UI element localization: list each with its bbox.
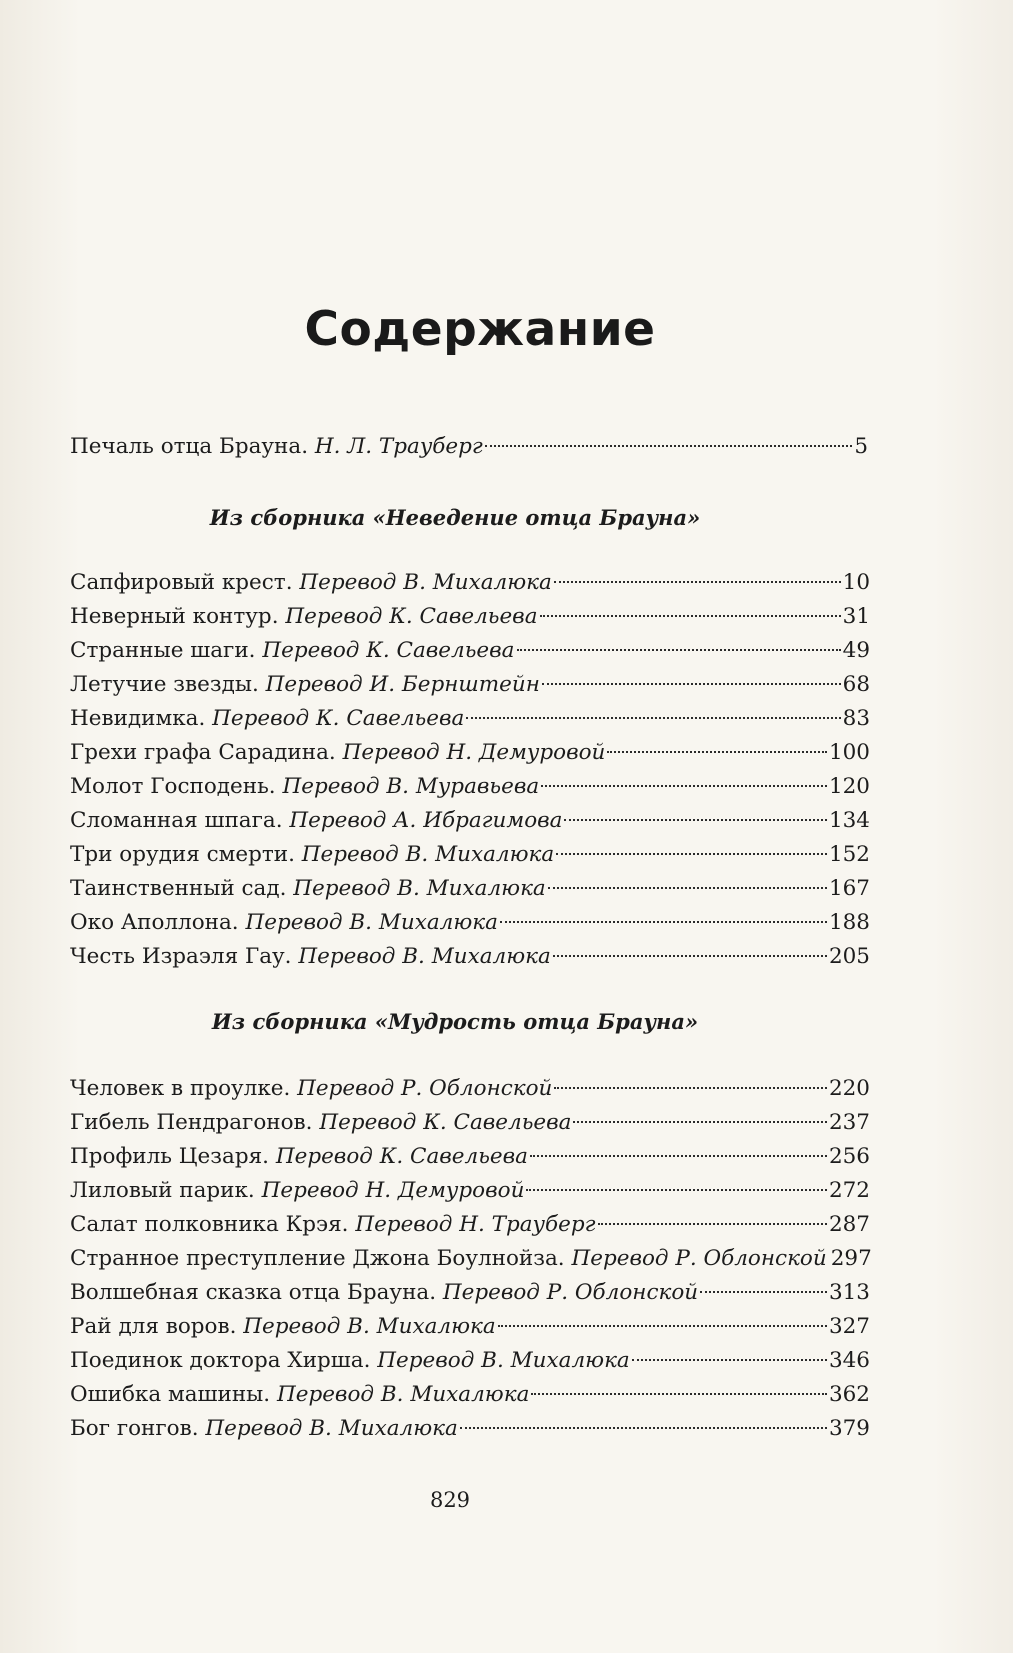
translator: Перевод В. Михалюка [243,1314,496,1339]
page-number: 167 [828,876,870,901]
toc-entry [70,704,870,734]
dot-leader [500,920,827,923]
toc-entry [70,1210,870,1240]
translator: Перевод Р. Облонской [297,1076,553,1101]
page-number: 134 [828,808,870,833]
story-title: Салат полковника Крэя. [70,1212,349,1237]
dot-leader [517,648,841,651]
dot-leader [541,784,827,787]
toc-entry [70,1074,870,1104]
page-number: 120 [828,774,870,799]
page-number: 220 [828,1076,870,1101]
section-heading-ignorance: Из сборника «Неведение отца Брауна» [209,505,701,530]
page-number: 49 [842,638,870,663]
story-title: Бог гонгов. [70,1416,199,1441]
story-title: Ошибка машины. [70,1382,271,1407]
translator: Перевод В. Михалюка [298,944,551,969]
translator: Перевод В. Муравьева [282,774,540,799]
dot-leader [607,750,827,753]
toc-entry-intro [70,432,868,462]
toc-entry [70,942,870,972]
dot-leader [556,852,827,855]
dot-leader [531,1392,827,1395]
page-number: 68 [842,672,870,697]
translator: Перевод Н. Демуровой [342,740,606,765]
toc-entry [70,874,870,904]
translator: Перевод В. Михалюка [301,842,555,867]
page-number: 327 [828,1314,870,1339]
translator: Перевод В. Михалюка [299,570,552,595]
page-number: 313 [828,1280,870,1305]
story-title: Неверный контур. [70,604,279,629]
translator: Перевод Н. Демуровой [261,1178,525,1203]
story-title: Летучие звезды. [70,672,259,697]
page-number: 362 [828,1382,870,1407]
toc-entry [70,568,870,598]
toc-entry [70,738,870,768]
story-title: Человек в проулке. [70,1076,291,1101]
toc-entry [70,1142,870,1172]
page-number: 100 [828,740,870,765]
story-title: Сапфировый крест. [70,570,293,595]
translator: Н. Л. Трауберг [314,434,483,459]
dot-leader [700,1290,827,1293]
translator: Перевод К. Савельева [285,604,538,629]
story-title: Три орудия смерти. [70,842,295,867]
story-title: Гибель Пендрагонов. [70,1110,313,1135]
page-number: 5 [854,434,868,459]
dot-leader [540,614,841,617]
page-number: 297 [830,1246,872,1271]
dot-leader [564,818,826,821]
story-title: Поединок доктора Хирша. [70,1348,371,1373]
dot-leader [530,1154,827,1157]
dot-leader [598,1222,827,1225]
story-title: Волшебная сказка отца Брауна. [70,1280,437,1305]
toc-entry [70,772,870,802]
dot-leader [554,1086,827,1089]
dot-leader [573,1120,826,1123]
translator: Перевод В. Михалюка [205,1416,458,1441]
translator: Перевод А. Ибрагимова [289,808,563,833]
story-title: Таинственный сад. [70,876,287,901]
dot-leader [542,682,841,685]
page-number: 237 [828,1110,870,1135]
translator: Перевод Р. Облонской [571,1246,827,1271]
dot-leader [526,1188,827,1191]
story-title: Странное преступление Джона Боулнойза. [70,1246,565,1271]
toc-entry [70,806,870,836]
story-title: Честь Израэля Гау. [70,944,292,969]
dot-leader [548,886,827,889]
toc-entry [70,1244,870,1274]
dot-leader [466,716,840,719]
dot-leader [554,580,841,583]
toc-entry [70,1312,870,1342]
dot-leader [485,444,853,447]
show-through-text [200,130,720,155]
dot-leader [498,1324,827,1327]
page-number: 256 [828,1144,870,1169]
translator: Перевод Р. Облонской [442,1280,699,1305]
translator: Перевод К. Савельева [212,706,465,731]
toc-entry [70,636,870,666]
toc-entry [70,1176,870,1206]
translator: Перевод В. Михалюка [276,1382,530,1407]
story-title: Рай для воров. [70,1314,237,1339]
toc-entry [70,1380,870,1410]
story-title: Лиловый парик. [70,1178,255,1203]
section-heading-wisdom: Из сборника «Мудрость отца Брауна» [211,1009,699,1034]
toc-entry [70,840,870,870]
toc-entry [70,908,870,938]
page-title: Содержание [304,302,656,357]
page-number: 152 [828,842,870,867]
story-title: Невидимка. [70,706,206,731]
story-title: Грехи графа Сарадина. [70,740,336,765]
dot-leader [460,1426,827,1429]
page-number: 272 [828,1178,870,1203]
story-title: Сломанная шпага. [70,808,283,833]
translator: Перевод В. Михалюка [377,1348,630,1373]
dot-leader [632,1358,827,1361]
toc-entry [70,1346,870,1376]
translator: Перевод В. Михалюка [293,876,546,901]
page-folio-number: 829 [429,1488,471,1512]
page-number: 346 [828,1348,870,1373]
toc-entry [70,602,870,632]
story-title: Странные шаги. [70,638,256,663]
toc-entry [70,670,870,700]
translator: Перевод К. Савельева [275,1144,528,1169]
page-number: 10 [842,570,870,595]
page-number: 287 [828,1212,870,1237]
translator: Перевод И. Бернштейн [265,672,540,697]
page-number: 83 [842,706,870,731]
dot-leader [553,954,827,957]
toc-entry [70,1278,870,1308]
page-number: 379 [828,1416,870,1441]
story-title: Молот Господень. [70,774,276,799]
page-number: 205 [828,944,870,969]
page-number: 31 [842,604,870,629]
story-title: Око Аполлона. [70,910,239,935]
translator: Перевод Н. Трауберг [355,1212,596,1237]
toc-entry [70,1414,870,1444]
translator: Перевод К. Савельева [319,1110,572,1135]
page-number: 188 [828,910,870,935]
toc-entry [70,1108,870,1138]
story-title: Печаль отца Брауна. [70,434,309,459]
translator: Перевод В. Михалюка [245,910,498,935]
translator: Перевод К. Савельева [262,638,515,663]
story-title: Профиль Цезаря. [70,1144,269,1169]
